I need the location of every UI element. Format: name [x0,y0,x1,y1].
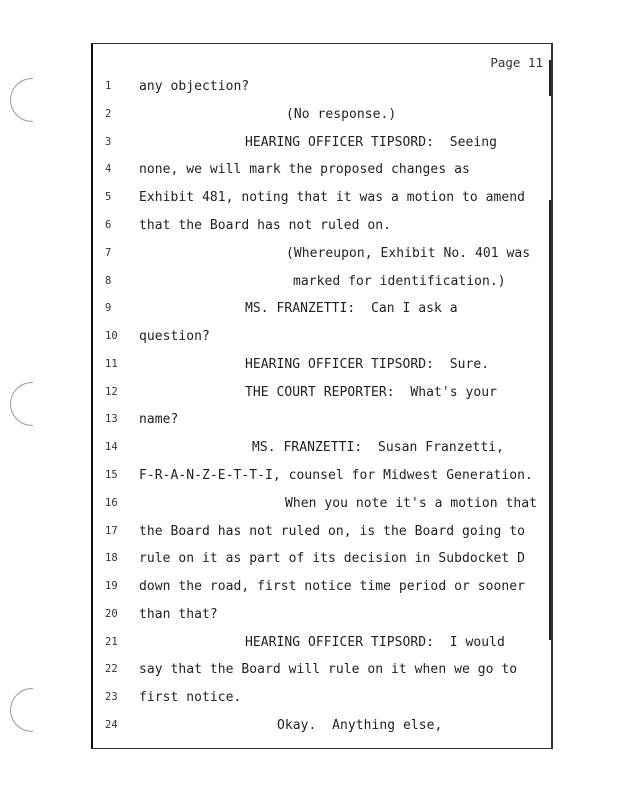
line-number: 22 [105,663,118,675]
line-number: 23 [105,691,118,703]
line-number: 6 [105,219,112,231]
transcript-line: question? [139,329,210,344]
line-number: 4 [105,163,112,175]
transcript-line: HEARING OFFICER TIPSORD: Sure. [245,357,490,372]
transcript-line: any objection? [139,79,250,94]
line-number: 14 [105,441,118,453]
transcript-line: marked for identification.) [293,274,506,289]
transcript-line: THE COURT REPORTER: What's your [245,385,498,400]
transcript-line: rule on it as part of its decision in Subdocket D [139,551,525,566]
transcript-line: none, we will mark the proposed changes as [139,162,470,177]
transcript-line: say that the Board will rule on it when we go to [139,662,518,677]
line-number: 2 [105,108,112,120]
transcript-line: Exhibit 481, noting that it was a motion to amend [139,190,525,205]
line-number: 18 [105,552,118,564]
line-number: 1 [105,80,112,92]
page-number: Page 11 [490,55,543,70]
transcript-page [91,43,553,749]
transcript-line: HEARING OFFICER TIPSORD: I would [245,635,505,650]
transcript-line: HEARING OFFICER TIPSORD: Seeing [245,135,498,150]
line-number: 19 [105,580,118,592]
transcript-line: than that? [139,607,218,622]
line-number: 17 [105,525,118,537]
transcript-line: (No response.) [286,107,397,122]
transcript-line: Okay. Anything else, [277,718,443,733]
transcript-line: (Whereupon, Exhibit No. 401 was [286,246,531,261]
transcript-line: When you note it's a motion that [285,496,538,511]
line-number: 11 [105,358,118,370]
line-number: 8 [105,275,112,287]
transcript-line: MS. FRANZETTI: Susan Franzetti, [252,440,505,455]
line-number: 5 [105,191,112,203]
line-number: 13 [105,413,118,425]
transcript-line: F-R-A-N-Z-E-T-T-I, counsel for Midwest Generation. [139,468,533,483]
line-number: 16 [105,497,118,509]
line-number: 7 [105,247,112,259]
transcript-line: MS. FRANZETTI: Can I ask a [245,301,458,316]
line-number: 10 [105,330,118,342]
line-number: 9 [105,302,112,314]
line-number: 12 [105,386,118,398]
transcript-line: first notice. [139,690,242,705]
binder-hole-middle [10,382,33,426]
line-number: 20 [105,608,118,620]
transcript-line: that the Board has not ruled on. [139,218,392,233]
line-number: 15 [105,469,118,481]
transcript-line: down the road, first notice time period or sooner [139,579,525,594]
binder-hole-bottom [10,688,33,732]
transcript-line: name? [139,412,179,427]
line-number: 3 [105,136,112,148]
line-number: 21 [105,636,118,648]
transcript-line: the Board has not ruled on, is the Board going to [139,524,525,539]
binder-hole-top [10,78,33,122]
line-number: 24 [105,719,118,731]
